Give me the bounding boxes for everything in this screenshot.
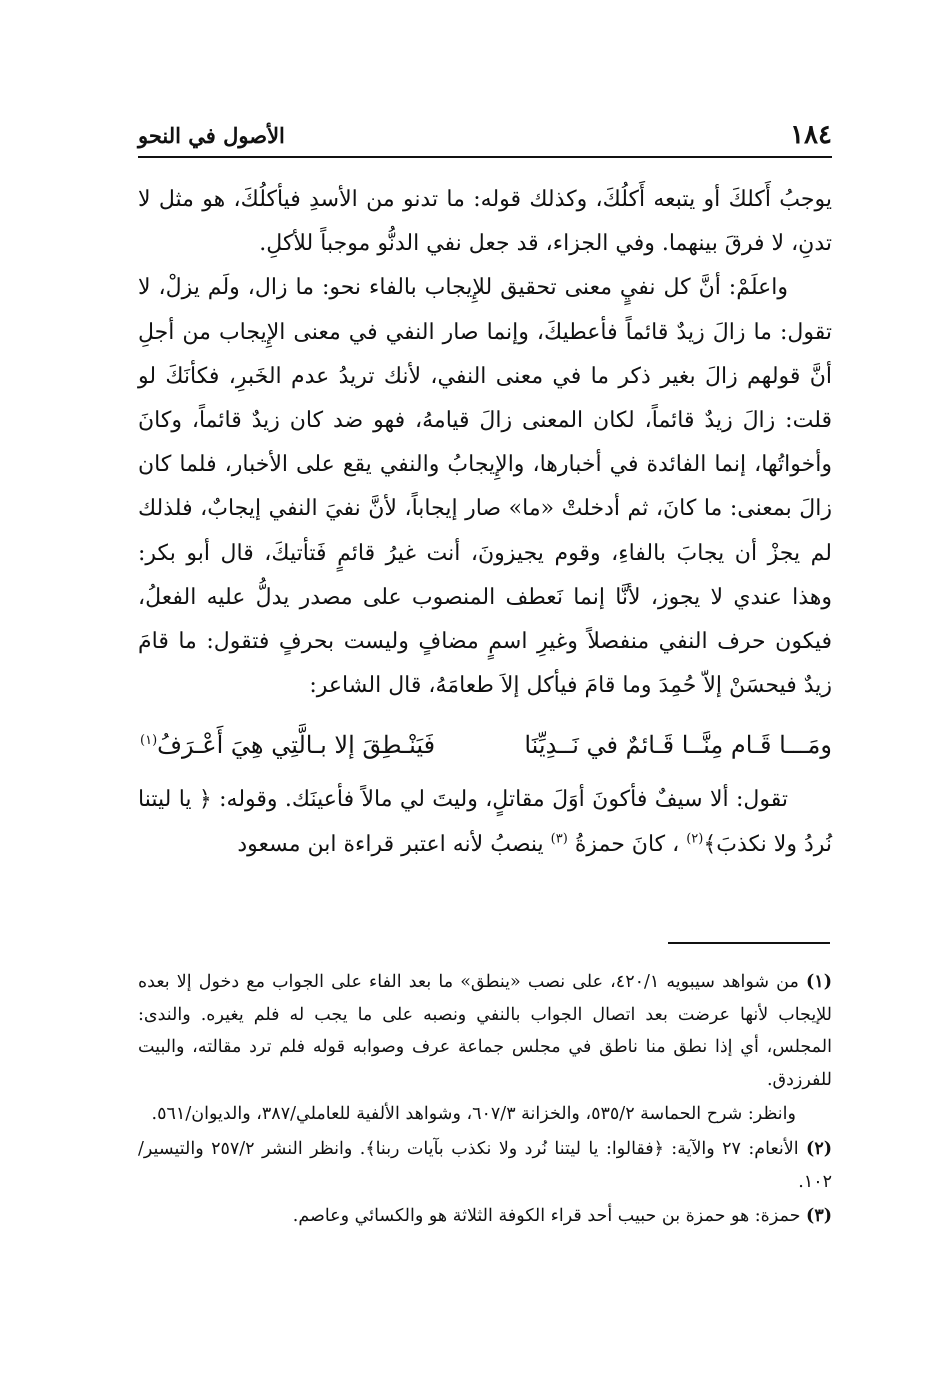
footnote-1-text: من شواهد سيبويه ٤٢٠/١، على نصب «ينطق» ما بعد الفاء على الجواب مع دخول إلا بعده للإيجاب لأنها عرضت بعد اتصال الجواب بالنفي ونصبه على ما يجب له فلم يغيره. والندى: المجلس، أي إذا نطق منا ناطق في مجلس جماعة عرف وصوابه قوله فلم ترد مقالته، والبيت للفرزدق. xyxy=(138,972,832,1090)
paragraph-3-part-b: ، كانَ حمزةُ xyxy=(574,831,680,857)
footnote-separator xyxy=(668,942,830,944)
page-number: ١٨٤ xyxy=(790,120,832,150)
footnote-ref-2: (٢) xyxy=(686,831,704,847)
verse-second-text: فَيَنْـطِقَ إلا بـالَّتِي هِيَ أَعْـرَفُ xyxy=(157,731,436,760)
verse-first-hemistich: ومَـــا قَـام مِنَّــا قَـائمٌ في نَــدِيِّنَا xyxy=(524,731,832,760)
footnote-ref-1: (١) xyxy=(140,733,158,749)
paragraph-3-part-a: تقول: ألا سيفٌ فأكونَ أوَلَ مقاتلٍ، وليتَ لي مالاً فأعينَك. وقوله: ﴿ يا ليتنا نُردُ ولا نكذبَ﴾ xyxy=(138,787,832,857)
footnote-2-label: (٢) xyxy=(806,1138,832,1159)
page-header xyxy=(138,118,832,158)
footnote-1-continuation: وانظر: شرح الحماسة ٥٣٥/٢، والخزانة ٦٠٧/٣، وشواهد الألفية للعاملي/٣٨٧، والديوان/٥٦١. xyxy=(151,1104,796,1125)
verse-second-hemistich xyxy=(140,720,435,770)
running-title: الأصول في النحو xyxy=(138,123,285,148)
footnote-2 xyxy=(138,1133,832,1198)
footnote-ref-3: (٣) xyxy=(550,831,568,847)
footnote-3 xyxy=(138,1200,832,1233)
paragraph-3 xyxy=(138,778,832,866)
footnote-2-text: الأنعام: ٢٧ والآية: ﴿فقالوا: يا ليتنا نُرد ولا نكذب بآيات ربنا﴾. وانظر النشر ٢٥٧/٢ والتيسير/١٠٢. xyxy=(138,1138,832,1192)
main-text xyxy=(138,178,832,867)
footnote-3-text: حمزة: هو حمزة بن حبيب أحد قراء الكوفة الثلاثة هو والكسائي وعاصم. xyxy=(292,1206,801,1227)
footnote-3-label: (٣) xyxy=(806,1206,832,1227)
paragraph-2: واعلَمْ: أنَّ كل نفيٍ معنى تحقيق للإِيجاب بالفاء نحو: ما زال، ولَم يزلْ، لا تقول: ما زالَ زيدٌ قائماً فأعطيكَ، وإنما صار النفي في معنى الإِيجاب من أجلِ أنَّ قولهم زالَ بغير ذكر ما في معنى النفي، لأنك تريدُ عدم الخَبرِ، فكأنَكَ لو قلت: زالَ زيدٌ قائماً، لكان المعنى زالَ قيامهُ، فهو ضد كان زيدٌ قائماً، وكانَ وأخواتُها، إنما الفائدة في أخبارها، والإِيجابُ والنفي يقع على الأخبار، فلما كان زالَ بمعنى: ما كانَ، ثم أدخلتْ «ما» صار إيجاباً، لأنَّ نفيَ النفي إيجابٌ، فلذلك لم يجزْ أن يجابَ بالفاءِ، وقوم يجيزونَ، أنت غيرُ قائمٍ فَتأتيكَ، قال أبو بكر: وهذا عندي لا يجوز، لأنَّا إنما نَعطف المنصوب على مصدر يدلُّ عليه الفعلُ، فيكون حرف النفي منفصلاً وغيرِ اسمٍ مضافٍ وليست بحرفٍ فتقول: ما قامَ زيدٌ فيحسَنْ إلاّ حُمِدَ وما قامَ فيأكل إلاَ طعامَهُ، قال الشاعر: xyxy=(138,275,832,699)
paragraph-3-part-c: ينصبُ لأنه اعتبر قراءة ابن مسعود xyxy=(237,831,544,857)
paragraph-1: يوجبُ أَكلكَ أو يتبعه أَكلُكَ، وكذلك قوله: ما تدنو من الأسدِ فيأكلُكَ، هو مثل لا تدنِ، لا فرقَ بينهما. وفي الجزاء، قد جعل نفي الدنُّو موجباً للأكلِ. xyxy=(138,187,832,257)
poetry-verse xyxy=(138,720,832,770)
footnote-1 xyxy=(138,966,832,1096)
footnote-1-label: (١) xyxy=(806,972,832,992)
footnotes xyxy=(138,966,832,1235)
